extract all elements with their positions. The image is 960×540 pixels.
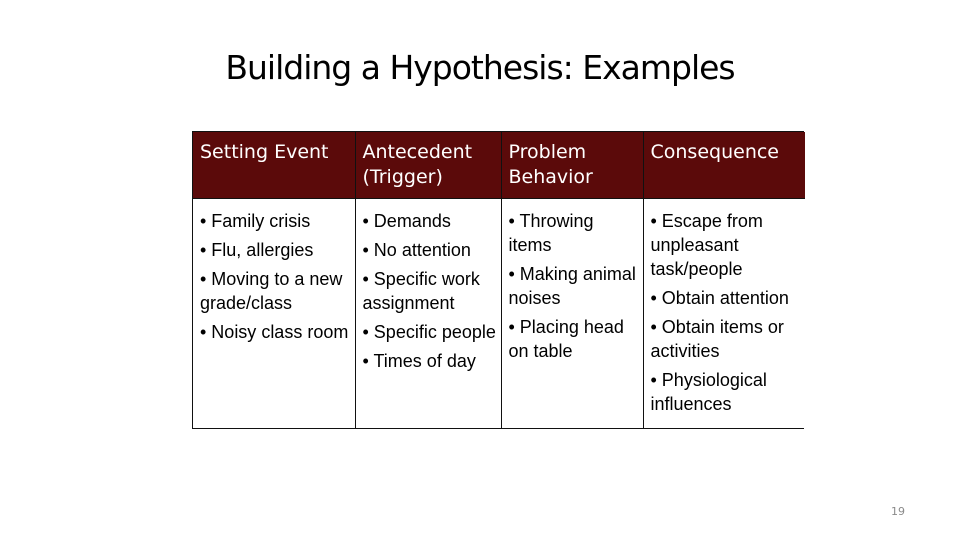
setting-event-cell [193,198,355,428]
header-setting-event: Setting Event [193,132,355,198]
list-item: • Times of day [362,350,476,371]
table-header-row [193,132,805,198]
list-item: • Making animal noises [508,263,636,308]
antecedent-cell [355,198,501,428]
slide-title: Building a Hypothesis: Examples [225,48,735,87]
list-item: • Demands [362,210,451,231]
list-item: • Specific work assignment [362,268,480,313]
consequence-cell [643,198,805,428]
list-item: • Physiological influences [650,369,767,414]
list-item: • Specific people [362,321,496,342]
examples-table [193,132,805,428]
list-item: • Obtain attention [650,287,789,308]
problem-behavior-cell [501,198,643,428]
list-item: • Noisy class room [200,321,349,342]
list-item: • Obtain items or activities [650,316,784,361]
header-antecedent: Antecedent (Trigger) [355,132,501,198]
header-consequence: Consequence [643,132,805,198]
list-item: • No attention [362,239,471,260]
header-problem-behavior: Problem Behavior [501,132,643,198]
list-item: • Moving to a new grade/class [200,268,343,313]
hypothesis-examples-table [192,131,804,429]
list-item: • Placing head on table [508,316,624,361]
list-item: • Flu, allergies [200,239,314,260]
list-item: • Throwing items [508,210,594,255]
page-number: 19 [891,505,905,518]
table-row [193,198,805,428]
list-item: • Escape from unpleasant task/people [650,210,763,279]
list-item: • Family crisis [200,210,311,231]
